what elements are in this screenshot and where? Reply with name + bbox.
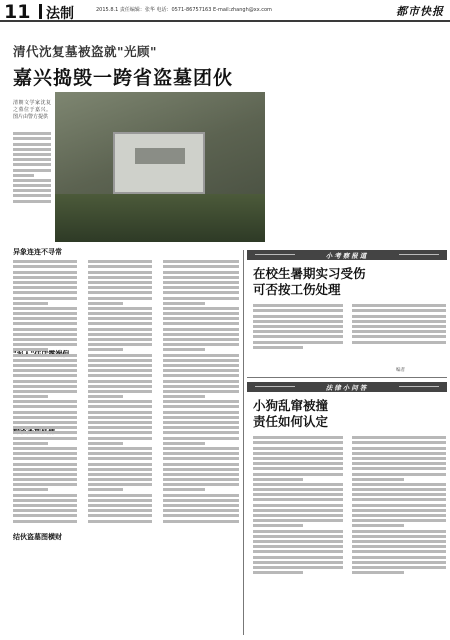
text-line	[253, 524, 303, 527]
text-line	[253, 504, 343, 507]
text-line	[13, 457, 77, 460]
text-line	[88, 421, 152, 424]
text-line	[88, 260, 152, 263]
text-line	[253, 571, 303, 574]
article-kicker: 清代沈复墓被盗就"光顾"	[13, 44, 158, 59]
text-line	[163, 478, 239, 481]
text-line	[253, 473, 343, 476]
text-line	[352, 483, 446, 486]
text-line	[13, 473, 77, 476]
text-line	[13, 359, 77, 362]
text-line	[88, 426, 152, 429]
text-line	[253, 341, 343, 344]
text-line	[253, 320, 343, 323]
sidebar-top-title-1: 在校生暑期实习受伤	[253, 266, 366, 281]
text-line	[163, 483, 239, 486]
text-line	[13, 385, 77, 388]
text-line	[13, 468, 77, 471]
text-line	[13, 291, 77, 294]
text-line	[88, 286, 152, 289]
column-rule	[243, 250, 244, 635]
text-line	[163, 369, 239, 372]
text-line	[163, 421, 239, 424]
text-line	[352, 556, 446, 559]
text-line	[253, 462, 343, 465]
text-line	[88, 400, 152, 403]
text-line	[88, 369, 152, 372]
text-line	[253, 325, 343, 328]
text-line	[13, 143, 51, 146]
text-line	[163, 297, 239, 300]
text-line	[13, 380, 77, 383]
text-line	[88, 291, 152, 294]
text-line	[253, 330, 343, 333]
text-line	[88, 307, 152, 310]
text-line	[13, 426, 77, 429]
text-line	[253, 519, 343, 522]
header-divider	[39, 4, 42, 19]
header-meta: 2015.8.1 责任编辑：张华 电话：0571-86757163 E-mail:zhangh@xx.com	[96, 7, 272, 13]
text-line	[13, 405, 77, 408]
text-line	[13, 312, 77, 315]
text-line	[163, 380, 239, 383]
text-line	[253, 304, 343, 307]
text-line	[13, 447, 77, 450]
text-line	[163, 302, 205, 305]
text-line	[13, 286, 77, 289]
text-line	[163, 343, 239, 346]
text-line	[352, 467, 446, 470]
text-line	[13, 520, 77, 523]
text-line	[352, 330, 446, 333]
text-line	[88, 463, 152, 466]
text-line	[163, 447, 239, 450]
text-line	[13, 354, 77, 357]
text-line	[163, 411, 239, 414]
text-line	[163, 509, 239, 512]
text-line	[163, 307, 239, 310]
text-line	[13, 281, 77, 284]
text-line	[88, 395, 123, 398]
sidebar-bottom-body-2	[352, 434, 446, 637]
text-line	[13, 338, 77, 341]
text-line	[352, 462, 446, 465]
text-line	[13, 137, 51, 140]
text-line	[88, 297, 152, 300]
text-line	[13, 200, 51, 203]
text-line	[13, 148, 51, 151]
text-line	[88, 338, 152, 341]
text-line	[88, 452, 152, 455]
text-line	[13, 411, 77, 414]
text-line	[13, 390, 77, 393]
sidebar-top-byline: 编者	[396, 368, 405, 373]
sidebar-divider	[247, 377, 447, 378]
text-line	[352, 457, 446, 460]
text-line	[13, 499, 77, 502]
text-line	[13, 416, 77, 419]
text-line	[13, 153, 51, 156]
text-line	[253, 561, 343, 564]
text-line	[163, 494, 239, 497]
text-line	[88, 442, 123, 445]
text-line	[253, 457, 343, 460]
text-line	[253, 535, 343, 538]
text-line	[88, 322, 152, 325]
text-line	[352, 509, 446, 512]
text-line	[163, 395, 205, 398]
text-line	[163, 265, 239, 268]
text-line	[352, 441, 446, 444]
text-line	[163, 271, 239, 274]
text-line	[13, 395, 48, 398]
text-line	[352, 304, 446, 307]
text-line	[352, 550, 446, 553]
subhead-4: 结伙盗墓图横财	[13, 533, 62, 541]
photo-caption: 清朝文学家沈复之墓位于嘉兴。图片由警方提供	[13, 100, 51, 121]
text-line	[163, 354, 239, 357]
tomb-photo	[55, 92, 265, 242]
text-line	[163, 260, 239, 263]
text-line	[163, 291, 239, 294]
text-line	[13, 189, 51, 192]
text-line	[253, 467, 343, 470]
text-line	[163, 457, 239, 460]
text-line	[163, 400, 239, 403]
text-line	[163, 338, 239, 341]
text-line	[163, 312, 239, 315]
text-line	[163, 442, 205, 445]
text-line	[163, 431, 239, 434]
text-line	[88, 343, 152, 346]
text-line	[13, 194, 51, 197]
text-line	[163, 359, 239, 362]
text-line	[88, 364, 152, 367]
text-line	[13, 184, 51, 187]
text-line	[352, 571, 404, 574]
text-line	[13, 333, 77, 336]
text-line	[13, 174, 34, 177]
text-line	[163, 333, 239, 336]
sidebar-top-body-2	[352, 302, 446, 364]
text-line	[163, 390, 239, 393]
text-line	[163, 281, 239, 284]
subhead-1: 异象连连不寻常	[13, 248, 62, 256]
text-line	[163, 437, 239, 440]
text-line	[88, 478, 152, 481]
text-line	[352, 488, 446, 491]
text-line	[13, 302, 48, 305]
text-line	[163, 385, 239, 388]
text-line	[13, 494, 77, 497]
text-line	[352, 530, 446, 533]
text-line	[163, 473, 239, 476]
text-line	[163, 416, 239, 419]
text-line	[163, 322, 239, 325]
text-line	[88, 328, 152, 331]
text-line	[88, 483, 152, 486]
text-line	[352, 325, 446, 328]
text-line	[88, 312, 152, 315]
text-line	[352, 309, 446, 312]
text-line	[13, 343, 77, 346]
text-line	[13, 260, 77, 263]
text-line	[253, 493, 343, 496]
photo-grass	[55, 194, 265, 242]
text-line	[13, 514, 77, 517]
text-line	[88, 447, 152, 450]
text-line	[88, 333, 152, 336]
text-line	[13, 431, 77, 434]
body-column-3	[163, 258, 239, 638]
section-title: 法制	[46, 6, 74, 22]
text-line	[13, 179, 51, 182]
text-line	[13, 169, 51, 172]
text-line	[88, 380, 152, 383]
text-line	[88, 509, 152, 512]
text-line	[352, 545, 446, 548]
text-line	[163, 468, 239, 471]
text-line	[13, 163, 51, 166]
text-line	[352, 540, 446, 543]
text-line	[352, 561, 446, 564]
sidebar-bottom-title-2: 责任如何认定	[253, 414, 329, 429]
text-line	[253, 447, 343, 450]
text-line	[352, 320, 446, 323]
text-line	[163, 426, 239, 429]
text-line	[13, 364, 77, 367]
text-line	[13, 297, 77, 300]
text-line	[13, 307, 77, 310]
text-line	[13, 265, 77, 268]
text-line	[253, 436, 343, 439]
text-line	[88, 514, 152, 517]
text-line	[13, 452, 77, 455]
text-line	[352, 498, 446, 501]
caption-filler	[13, 130, 51, 235]
text-line	[88, 473, 152, 476]
masthead-logo: 都市快报	[396, 5, 444, 18]
text-line	[163, 463, 239, 466]
text-line	[88, 271, 152, 274]
text-line	[253, 545, 343, 548]
text-line	[163, 520, 239, 523]
text-line	[352, 519, 446, 522]
text-line	[352, 566, 446, 569]
text-line	[88, 457, 152, 460]
article-headline: 嘉兴捣毁一跨省盗墓团伙	[13, 67, 234, 89]
text-line	[163, 504, 239, 507]
text-line	[88, 317, 152, 320]
text-line	[163, 374, 239, 377]
text-line	[352, 493, 446, 496]
text-line	[253, 441, 343, 444]
text-line	[352, 478, 404, 481]
text-line	[88, 385, 152, 388]
text-line	[88, 348, 123, 351]
text-line	[13, 509, 77, 512]
text-line	[352, 452, 446, 455]
text-line	[13, 369, 77, 372]
text-line	[253, 452, 343, 455]
text-line	[88, 354, 152, 357]
text-line	[352, 524, 404, 527]
text-line	[88, 468, 152, 471]
text-line	[13, 158, 51, 161]
body-column-2	[88, 258, 152, 638]
text-line	[13, 271, 77, 274]
text-line	[13, 276, 77, 279]
text-line	[13, 437, 77, 440]
text-line	[253, 315, 343, 318]
text-line	[88, 405, 152, 408]
text-line	[253, 514, 343, 517]
text-line	[163, 452, 239, 455]
text-line	[253, 556, 343, 559]
text-line	[88, 390, 152, 393]
text-line	[13, 322, 77, 325]
text-line	[163, 514, 239, 517]
text-line	[352, 315, 446, 318]
text-line	[352, 504, 446, 507]
sidebar-top-label: 小考察报道	[247, 250, 447, 260]
text-line	[88, 431, 152, 434]
text-line	[13, 348, 48, 351]
text-line	[13, 400, 77, 403]
text-line	[88, 488, 123, 491]
text-line	[88, 276, 152, 279]
text-line	[13, 132, 51, 135]
text-line	[163, 286, 239, 289]
page-number: 11	[4, 1, 31, 23]
text-line	[253, 509, 343, 512]
text-line	[13, 504, 77, 507]
page-header	[0, 0, 450, 22]
text-line	[352, 436, 446, 439]
text-line	[13, 463, 77, 466]
body-column-1	[13, 258, 77, 638]
sidebar-bottom-body-1	[253, 434, 343, 637]
text-line	[253, 540, 343, 543]
text-line	[253, 346, 303, 349]
text-line	[253, 335, 343, 338]
sidebar-bottom-label: 法律小问答	[247, 382, 447, 392]
text-line	[253, 478, 303, 481]
text-line	[13, 488, 48, 491]
text-line	[88, 499, 152, 502]
text-line	[88, 520, 152, 523]
text-line	[88, 302, 123, 305]
text-line	[352, 447, 446, 450]
sidebar-top-body-1	[253, 302, 343, 374]
text-line	[88, 374, 152, 377]
text-line	[163, 405, 239, 408]
text-line	[253, 309, 343, 312]
text-line	[253, 483, 343, 486]
text-line	[163, 348, 205, 351]
text-line	[13, 328, 77, 331]
text-line	[13, 442, 48, 445]
text-line	[253, 498, 343, 501]
text-line	[88, 437, 152, 440]
text-line	[163, 317, 239, 320]
text-line	[13, 374, 77, 377]
text-line	[163, 276, 239, 279]
text-line	[13, 317, 77, 320]
text-line	[253, 530, 343, 533]
text-line	[352, 341, 446, 344]
sidebar-top-title-2: 可否按工伤处理	[253, 282, 341, 297]
text-line	[88, 504, 152, 507]
text-line	[13, 478, 77, 481]
sidebar-bottom-title-1: 小狗乱窜被撞	[253, 398, 329, 413]
text-line	[88, 494, 152, 497]
text-line	[253, 566, 343, 569]
text-line	[253, 488, 343, 491]
text-line	[88, 359, 152, 362]
text-line	[352, 335, 446, 338]
text-line	[253, 550, 343, 553]
tombstone-shape	[113, 132, 205, 194]
text-line	[352, 514, 446, 517]
text-line	[163, 328, 239, 331]
text-line	[163, 364, 239, 367]
text-line	[88, 416, 152, 419]
text-line	[163, 488, 205, 491]
text-line	[13, 483, 77, 486]
text-line	[163, 499, 239, 502]
text-line	[352, 535, 446, 538]
text-line	[88, 411, 152, 414]
text-line	[88, 281, 152, 284]
text-line	[352, 473, 446, 476]
text-line	[13, 421, 77, 424]
text-line	[88, 265, 152, 268]
